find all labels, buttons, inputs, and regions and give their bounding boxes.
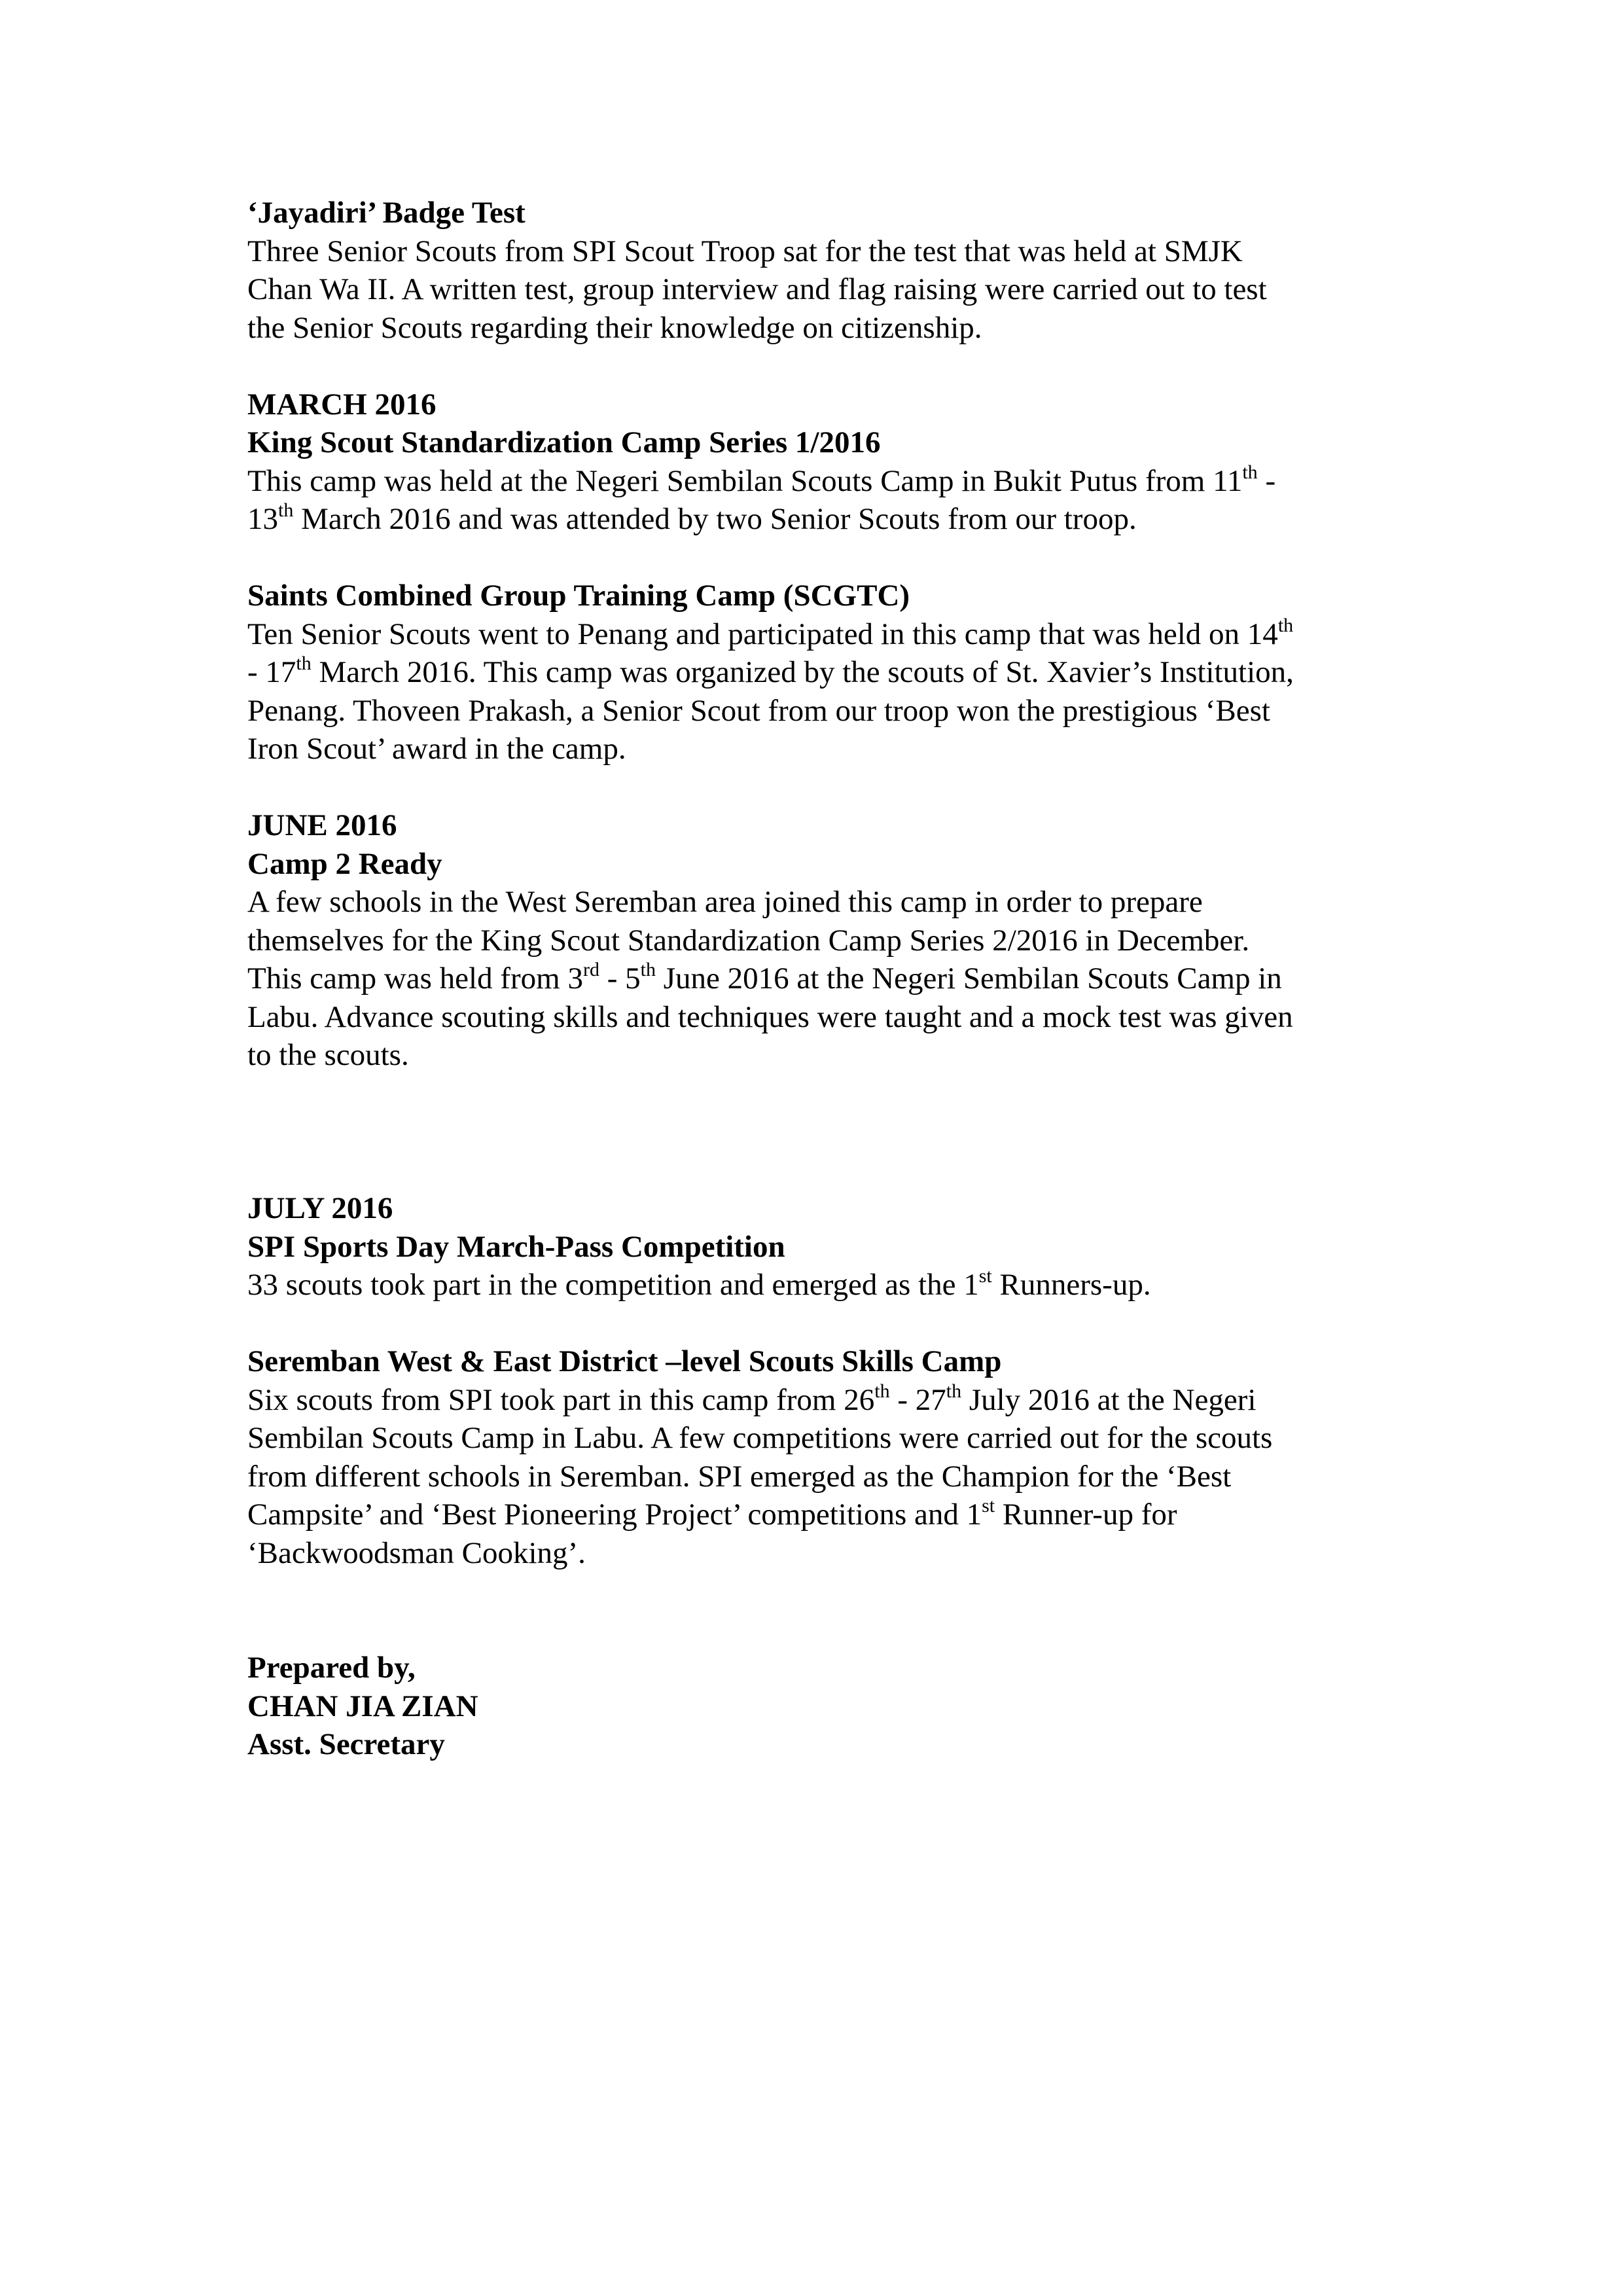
text-run: Runner-up for — [995, 1498, 1177, 1532]
spacer — [247, 1304, 1386, 1343]
paragraph-line: themselves for the King Scout Standardization Camp Series 2/2016 in December. — [247, 923, 1250, 958]
spacer — [247, 1572, 1386, 1649]
month-heading-march: MARCH 2016 — [247, 387, 437, 422]
paragraph-line — [247, 500, 1386, 539]
section-title-saints: Saints Combined Group Training Camp (SCGTC) — [247, 579, 910, 613]
section-title-sports-day: SPI Sports Day March-Pass Competition — [247, 1229, 785, 1264]
paragraph-line: from different schools in Seremban. SPI emerged as the Champion for the ‘Best — [247, 1459, 1232, 1494]
superscript: th — [946, 1380, 962, 1402]
preparer-name: CHAN JIA ZIAN — [247, 1689, 478, 1723]
text-run: 13 — [247, 502, 278, 536]
section-title-district-camp: Seremban West & East District –level Scouts Skills Camp — [247, 1344, 1002, 1378]
paragraph-line — [247, 1496, 1386, 1534]
text-run: This camp was held at the Negeri Sembilan Scouts Camp in Bukit Putus from 11 — [247, 463, 1243, 498]
text-run: June 2016 at the Negeri Sembilan Scouts Camp in — [655, 961, 1282, 996]
paragraph-line: A few schools in the West Seremban area joined this camp in order to prepare — [247, 885, 1203, 919]
prepared-by-label: Prepared by, — [247, 1651, 416, 1685]
superscript: th — [1242, 461, 1258, 483]
superscript: th — [874, 1380, 890, 1402]
spacer — [247, 768, 1386, 807]
superscript: rd — [582, 959, 599, 981]
paragraph-line — [247, 1266, 1386, 1304]
superscript: th — [1277, 614, 1294, 636]
paragraph-line: Penang. Thoveen Prakash, a Senior Scout from our troop won the prestigious ‘Best — [247, 693, 1270, 728]
paragraph-line: the Senior Scouts regarding their knowledge on citizenship. — [247, 310, 982, 345]
paragraph-line: Three Senior Scouts from SPI Scout Troop sat for the test that was held at SMJK — [247, 234, 1243, 268]
section-title-king-scout: King Scout Standardization Camp Series 1/2016 — [247, 425, 881, 459]
paragraph-line — [247, 653, 1386, 692]
text-run: - — [1257, 463, 1276, 498]
spacer — [247, 1075, 1386, 1151]
superscript: th — [640, 959, 656, 981]
superscript: st — [982, 1495, 995, 1517]
paragraph-line: Chan Wa II. A written test, group interview and flag raising were carried out to test — [247, 272, 1267, 306]
text-run: - 27 — [889, 1382, 946, 1417]
month-heading-june: JUNE 2016 — [247, 808, 397, 842]
spacer — [247, 539, 1386, 577]
text-run: - 5 — [599, 961, 641, 996]
paragraph-line — [247, 615, 1386, 654]
paragraph-line — [247, 462, 1386, 501]
superscript: th — [278, 499, 294, 522]
text-run: This camp was held from 3 — [247, 961, 583, 996]
preparer-role: Asst. Secretary — [247, 1727, 445, 1761]
paragraph-line: Labu. Advance scouting skills and techniques were taught and a mock test was given — [247, 999, 1293, 1034]
report-body — [247, 194, 1386, 1764]
text-run: July 2016 at the Negeri — [961, 1382, 1257, 1417]
paragraph-line: to the scouts. — [247, 1038, 409, 1072]
paragraph-line: Iron Scout’ award in the camp. — [247, 732, 626, 766]
text-run: Runners-up. — [991, 1268, 1151, 1302]
superscript: th — [296, 653, 312, 675]
text-run: March 2016 and was attended by two Senior Scouts from our troop. — [293, 502, 1137, 536]
text-run: March 2016. This camp was organized by the scouts of St. Xavier’s Institution, — [311, 655, 1294, 689]
section-title-camp-2-ready: Camp 2 Ready — [247, 846, 442, 881]
paragraph-line: Sembilan Scouts Camp in Labu. A few competitions were carried out for the scouts — [247, 1421, 1273, 1455]
superscript: st — [978, 1265, 992, 1287]
spacer — [247, 1151, 1386, 1190]
month-heading-july: JULY 2016 — [247, 1191, 393, 1225]
paragraph-line — [247, 1381, 1386, 1420]
paragraph-line — [247, 960, 1386, 998]
text-run: 33 scouts took part in the competition and emerged as the 1 — [247, 1268, 979, 1302]
text-run: Six scouts from SPI took part in this camp from 26 — [247, 1382, 875, 1417]
text-run: - 17 — [247, 655, 296, 689]
paragraph-line: ‘Backwoodsman Cooking’. — [247, 1535, 586, 1570]
spacer — [247, 347, 1386, 386]
text-run: Campsite’ and ‘Best Pioneering Project’ competitions and 1 — [247, 1498, 982, 1532]
text-run: Ten Senior Scouts went to Penang and participated in this camp that was held on 14 — [247, 617, 1278, 651]
section-title-jayadiri: ‘Jayadiri’ Badge Test — [247, 196, 526, 230]
